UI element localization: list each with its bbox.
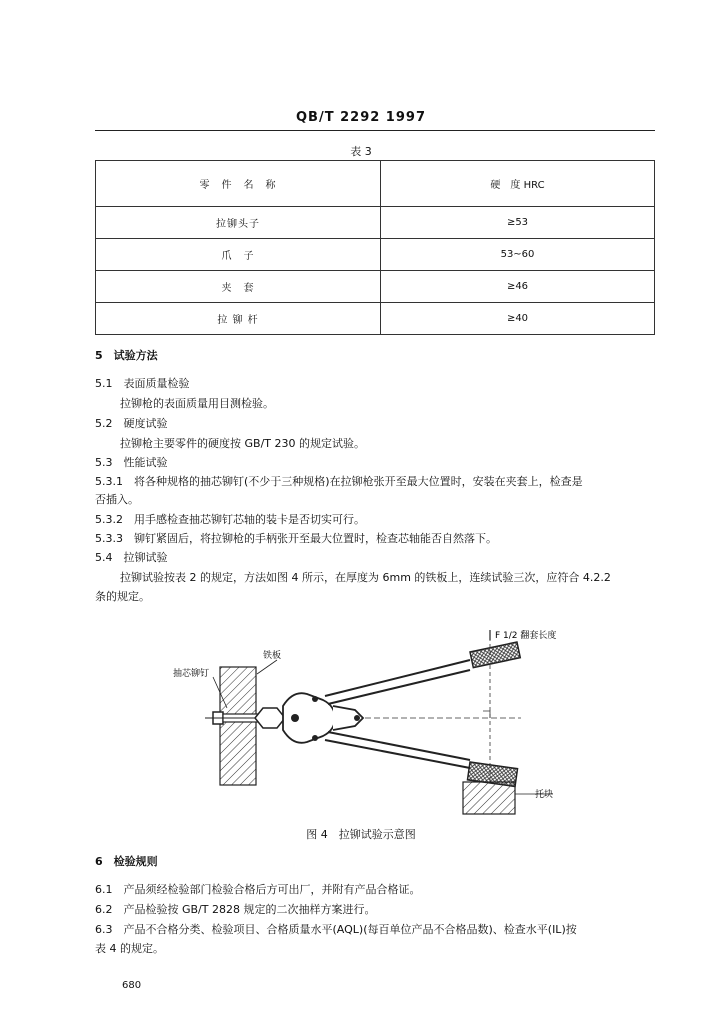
- figure-caption: 图 4 拉铆试验示意图: [306, 828, 416, 841]
- section-5-4-title: 5.4 拉铆试验: [95, 551, 168, 564]
- part-name-cell: 拉 铆 杆: [96, 303, 381, 335]
- hardness-cell: 53~60: [381, 239, 655, 271]
- iron-plate: [220, 667, 256, 785]
- table-row: [96, 271, 655, 303]
- plate-label: 铁板: [263, 651, 282, 661]
- table-header-row: [96, 161, 655, 207]
- force-label: F 1/2 翻套长度: [495, 631, 557, 641]
- header-part-name: 零 件 名 称: [96, 161, 381, 207]
- part-name-cell: 拉铆头子: [96, 207, 381, 239]
- section-5-2-body: 拉铆枪主要零件的硬度按 GB/T 230 的规定试验。: [120, 437, 365, 450]
- rivet-label: 抽芯铆钉: [173, 669, 210, 679]
- hardness-table: [95, 160, 655, 335]
- rivet-test-diagram: [165, 622, 565, 822]
- header-hardness: 硬 度 HRC: [381, 161, 655, 207]
- section-5-3-1-line2: 否插入。: [95, 493, 139, 506]
- section-5-1-title: 5.1 表面质量检验: [95, 377, 190, 390]
- hardness-cell: ≥40: [381, 303, 655, 335]
- section-6-heading: 6 检验规则: [95, 855, 158, 868]
- section-6-2: 6.2 产品检验按 GB/T 2828 规定的二次抽样方案进行。: [95, 903, 376, 916]
- hardness-cell: ≥46: [381, 271, 655, 303]
- table-row: [96, 239, 655, 271]
- section-6-1: 6.1 产品须经检验部门检验合格后方可出厂，并附有产品合格证。: [95, 883, 421, 896]
- support-block: [463, 782, 515, 814]
- hardness-cell: ≥53: [381, 207, 655, 239]
- header-rule: [95, 130, 655, 131]
- section-6-3-line2: 表 4 的规定。: [95, 942, 164, 955]
- plate-leader-line: [257, 660, 277, 674]
- section-5-1-body: 拉铆枪的表面质量用目测检验。: [120, 397, 274, 410]
- section-5-3-2: 5.3.2 用手感检查抽芯铆钉芯轴的装卡是否切实可行。: [95, 513, 365, 526]
- section-5-4-body-line1: 拉铆试验按表 2 的规定，方法如图 4 所示，在厚度为 6mm 的铁板上，连续试验三次，应符合 4.2.2: [120, 571, 611, 584]
- section-6-3-line1: 6.3 产品不合格分类、检验项目、合格质量水平(AQL)(每百单位产品不合格品数)、检查水平(IL)按: [95, 923, 577, 936]
- part-name-cell: 爪 子: [96, 239, 381, 271]
- table-caption: 表 3: [350, 145, 372, 158]
- section-5-heading: 5 试验方法: [95, 349, 158, 362]
- section-5-4-body-line2: 条的规定。: [95, 590, 150, 603]
- part-name-cell: 夹 套: [96, 271, 381, 303]
- page-number: 680: [122, 980, 142, 991]
- table-row: [96, 303, 655, 335]
- section-5-3-3: 5.3.3 铆钉紧固后，将拉铆枪的手柄张开至最大位置时，检查芯轴能否自然落下。: [95, 532, 497, 545]
- block-label: 托块: [535, 790, 554, 800]
- section-5-2-title: 5.2 硬度试验: [95, 417, 168, 430]
- document-header: QB/T 2292 1997: [296, 110, 426, 125]
- table-row: [96, 207, 655, 239]
- section-5-3-title: 5.3 性能试验: [95, 456, 168, 469]
- section-5-3-1-line1: 5.3.1 将各种规格的抽芯铆钉(不少于三种规格)在拉铆枪张开至最大位置时，安装在夹套上，检查是: [95, 475, 583, 488]
